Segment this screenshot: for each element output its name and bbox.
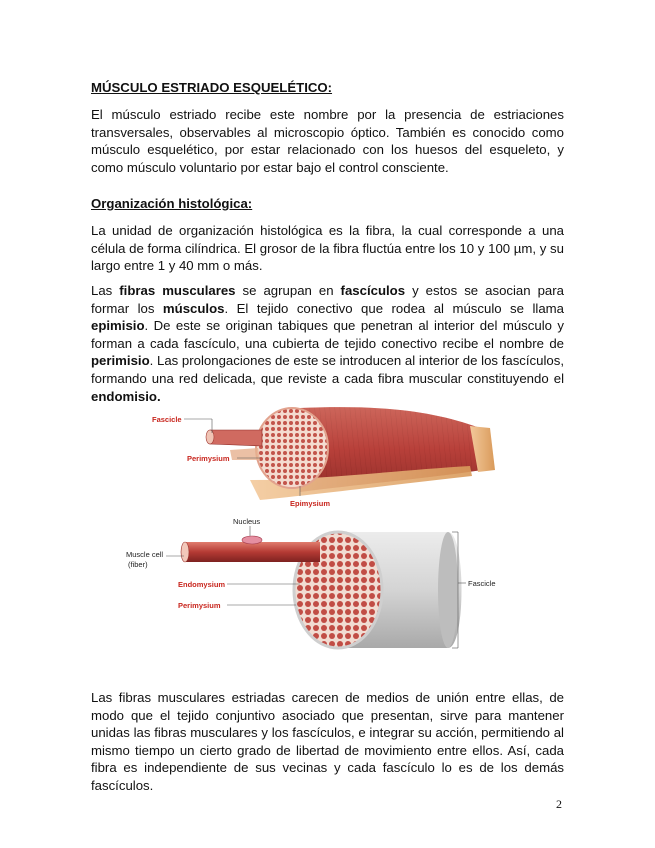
muscle-cell-fiber — [185, 542, 320, 562]
label-fascicle: Fascicle — [152, 415, 182, 424]
label-epimysium: Epimysium — [290, 499, 331, 508]
paragraph-connective-tissue: Las fibras musculares se agrupan en fascículos y estos se asocian para formar los músculos. El tejido conectivo que rodea al músculo se llama epimisio. De este se originan tabiques que penetran al interior del músculo y forman a cada fascículo, una cubierta de tejido conectivo recibe el nombre de perimisio. Las prolongaciones de este se introducen al interior de los fascículos, formando una red delicada, que reviste a cada fibra muscular constituyendo el endomisio. — [91, 283, 564, 404]
label-perimysium: Perimysium — [187, 454, 230, 463]
page-number: 2 — [556, 797, 562, 811]
label-endomysium: Endomysium — [178, 580, 226, 589]
label-fiber: (fiber) — [128, 560, 148, 569]
paragraph-fiber: La unidad de organización histológica es la fibra, la cual corresponde a una célula de forma cilíndrica. El grosor de la fibra fluctúa entre los 10 y 100 µm, y su largo entre 1 y 40 mm o más. — [91, 223, 564, 274]
paragraph-fiber-union: Las fibras musculares estriadas carecen de medios de unión entre ellas, de modo que el tejido conjuntivo asociado que presentan, sirve para mantener unidas las fibras musculares y los fascículos, e integrar su acción, permitiendo al mismo tiempo un cierto grado de libertad de movimiento entre ellos. Así, cada fibra es independiente de sus vecinas y cada fascículo lo es de los demás fascículos. — [91, 690, 564, 793]
label-fascicle-2: Fascicle — [468, 579, 496, 588]
nucleus-shape — [242, 536, 262, 544]
page-title: MÚSCULO ESTRIADO ESQUELÉTICO: — [91, 80, 333, 95]
label-nucleus: Nucleus — [233, 517, 261, 526]
label-perimysium-2: Perimysium — [178, 601, 221, 610]
intro-paragraph: El músculo estriado recibe este nombre por la presencia de estriaciones transversales, observables al microscopio óptico. También es conocido como músculo esquelético, por estar relacionado con los huesos del esqueleto, y como músculo voluntario por estar bajo el control consciente. — [91, 107, 564, 175]
section-heading: Organización histológica: — [91, 196, 253, 211]
label-muscle-cell: Muscle cell — [126, 550, 164, 559]
